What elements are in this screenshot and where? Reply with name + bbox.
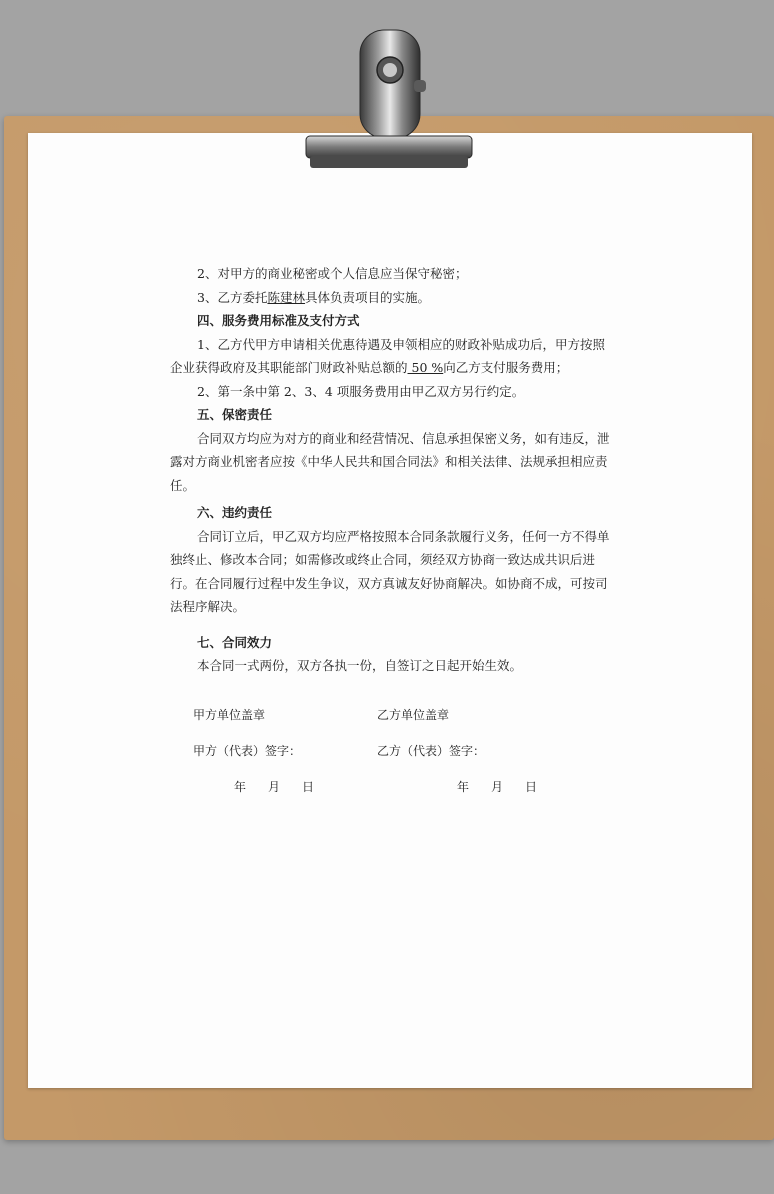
section-4-clause-1: 1、乙方代甲方申请相关优惠待遇及申领相应的财政补贴成功后，甲方按照企业获得政府及其职能部门财政补贴总额的 50 %向乙方支付服务费用； bbox=[170, 336, 605, 375]
month-label: 月 bbox=[491, 780, 504, 794]
section-5-body: 合同双方均应为对方的商业和经营情况、信息承担保密义务，如有违反，泄露对方商业机密者应按《中华人民共和国合同法》和相关法律、法规承担相应责任。 bbox=[170, 430, 610, 493]
section-7-heading: 七、合同效力 bbox=[197, 634, 273, 650]
section-6-body: 合同订立后，甲乙双方均应严格按照本合同条款履行义务，任何一方不得单独终止、修改本合同；如需修改或终止合同，须经双方协商一致达成共识后进行。在合同履行过程中发生争议，双方真诚友好协商解决。如协商不成，可按司法程序解决。 bbox=[170, 528, 610, 614]
contract-text bbox=[170, 262, 610, 678]
party-b-date bbox=[457, 778, 559, 795]
year-label: 年 bbox=[234, 780, 247, 794]
section-4-clause-2: 2、第一条中第 2、3、4 项服务费用由甲乙双方另行约定。 bbox=[197, 383, 525, 399]
responsible-person-name: 陈建林 bbox=[267, 289, 305, 305]
party-a-seal-label: 甲方单位盖章 bbox=[193, 708, 266, 722]
day-label: 日 bbox=[525, 780, 538, 794]
binder-clip-icon bbox=[298, 28, 478, 178]
party-b-seal-label: 乙方单位盖章 bbox=[377, 708, 450, 722]
section-4-heading: 四、服务费用标准及支付方式 bbox=[197, 313, 360, 328]
section-5-heading: 五、保密责任 bbox=[197, 407, 273, 422]
party-a-signature-label: 甲方（代表）签字： bbox=[193, 744, 302, 758]
month-label: 月 bbox=[268, 780, 281, 794]
clause-2-line: 2、对甲方的商业秘密或个人信息应当保守秘密； bbox=[197, 266, 468, 281]
section-6-heading: 六、违约责任 bbox=[197, 505, 273, 520]
clause-3-line: 3、乙方委托陈建林具体负责项目的实施。 bbox=[197, 289, 430, 305]
party-a-date bbox=[234, 778, 336, 795]
fee-percentage: 50 % bbox=[407, 360, 444, 375]
section-7-body: 本合同一式两份，双方各执一份，自签订之日起开始生效。 bbox=[197, 658, 523, 673]
party-b-signature-label: 乙方（代表）签字： bbox=[377, 744, 486, 758]
day-label: 日 bbox=[302, 780, 315, 794]
year-label: 年 bbox=[457, 780, 470, 794]
